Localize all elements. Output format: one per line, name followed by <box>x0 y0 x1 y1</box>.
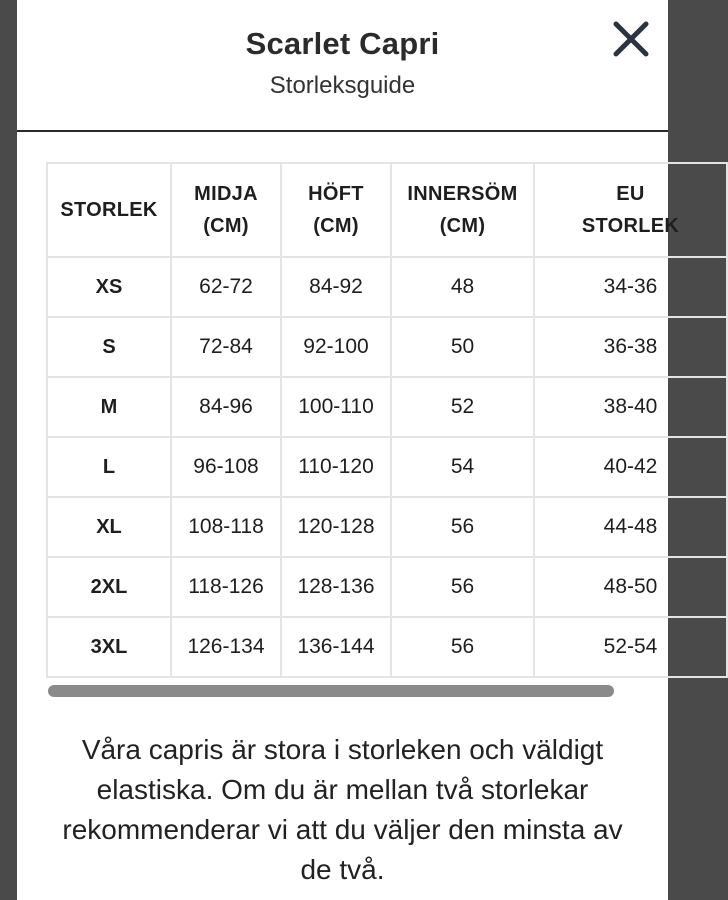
cell-midja: 118-126 <box>171 557 281 617</box>
horizontal-scrollbar[interactable] <box>48 685 616 699</box>
table-header-row <box>47 163 727 257</box>
header-innersom: INNERSÖM (CM) <box>391 163 534 257</box>
cell-midja: 84-96 <box>171 377 281 437</box>
table-row <box>47 557 727 617</box>
cell-hoft: 84-92 <box>281 257 391 317</box>
product-title: Scarlet Capri <box>245 26 440 61</box>
table-row <box>47 257 727 317</box>
cell-innersom: 54 <box>391 437 534 497</box>
cell-hoft: 136-144 <box>281 617 391 677</box>
cell-size: 2XL <box>47 557 171 617</box>
close-button[interactable] <box>610 18 652 60</box>
cell-eu: 48-50 <box>534 557 727 617</box>
cell-innersom: 56 <box>391 557 534 617</box>
cell-midja: 72-84 <box>171 317 281 377</box>
cell-eu: 52-54 <box>534 617 727 677</box>
cell-midja: 108-118 <box>171 497 281 557</box>
table-row <box>47 377 727 437</box>
cell-size: L <box>47 437 171 497</box>
table-row <box>47 317 727 377</box>
header-hoft: HÖFT (CM) <box>281 163 391 257</box>
size-guide-modal <box>17 0 680 900</box>
header-midja: MIDJA (CM) <box>171 163 281 257</box>
cell-eu: 44-48 <box>534 497 727 557</box>
cell-midja: 96-108 <box>171 437 281 497</box>
cell-hoft: 128-136 <box>281 557 391 617</box>
cell-innersom: 52 <box>391 377 534 437</box>
close-icon <box>610 18 652 60</box>
cell-size: XL <box>47 497 171 557</box>
table-row <box>47 437 727 497</box>
cell-size: M <box>47 377 171 437</box>
header-eu-storlek: EU STORLEK <box>534 163 727 257</box>
cell-innersom: 56 <box>391 617 534 677</box>
cell-innersom: 56 <box>391 497 534 557</box>
cell-eu: 36-38 <box>534 317 727 377</box>
cell-hoft: 92-100 <box>281 317 391 377</box>
size-table-scroll-area[interactable] <box>46 162 680 680</box>
cell-innersom: 48 <box>391 257 534 317</box>
sizing-note: Våra capris är stora i storleken och väldigt elastiska. Om du är mellan två storlekar rekommenderar vi att du väljer den minsta av de två. <box>62 734 623 885</box>
cell-eu: 34-36 <box>534 257 727 317</box>
cell-eu: 40-42 <box>534 437 727 497</box>
cell-hoft: 120-128 <box>281 497 391 557</box>
table-row <box>47 617 727 677</box>
cell-midja: 62-72 <box>171 257 281 317</box>
cell-eu: 38-40 <box>534 377 727 437</box>
size-table <box>46 162 728 678</box>
cell-size: 3XL <box>47 617 171 677</box>
cell-midja: 126-134 <box>171 617 281 677</box>
modal-header <box>17 0 668 132</box>
cell-innersom: 50 <box>391 317 534 377</box>
cell-size: S <box>47 317 171 377</box>
cell-hoft: 110-120 <box>281 437 391 497</box>
cell-size: XS <box>47 257 171 317</box>
cell-hoft: 100-110 <box>281 377 391 437</box>
modal-subtitle: Storleksguide <box>269 72 416 99</box>
table-row <box>47 497 727 557</box>
header-storlek: STORLEK <box>47 163 171 257</box>
scrollbar-thumb[interactable] <box>48 685 614 697</box>
